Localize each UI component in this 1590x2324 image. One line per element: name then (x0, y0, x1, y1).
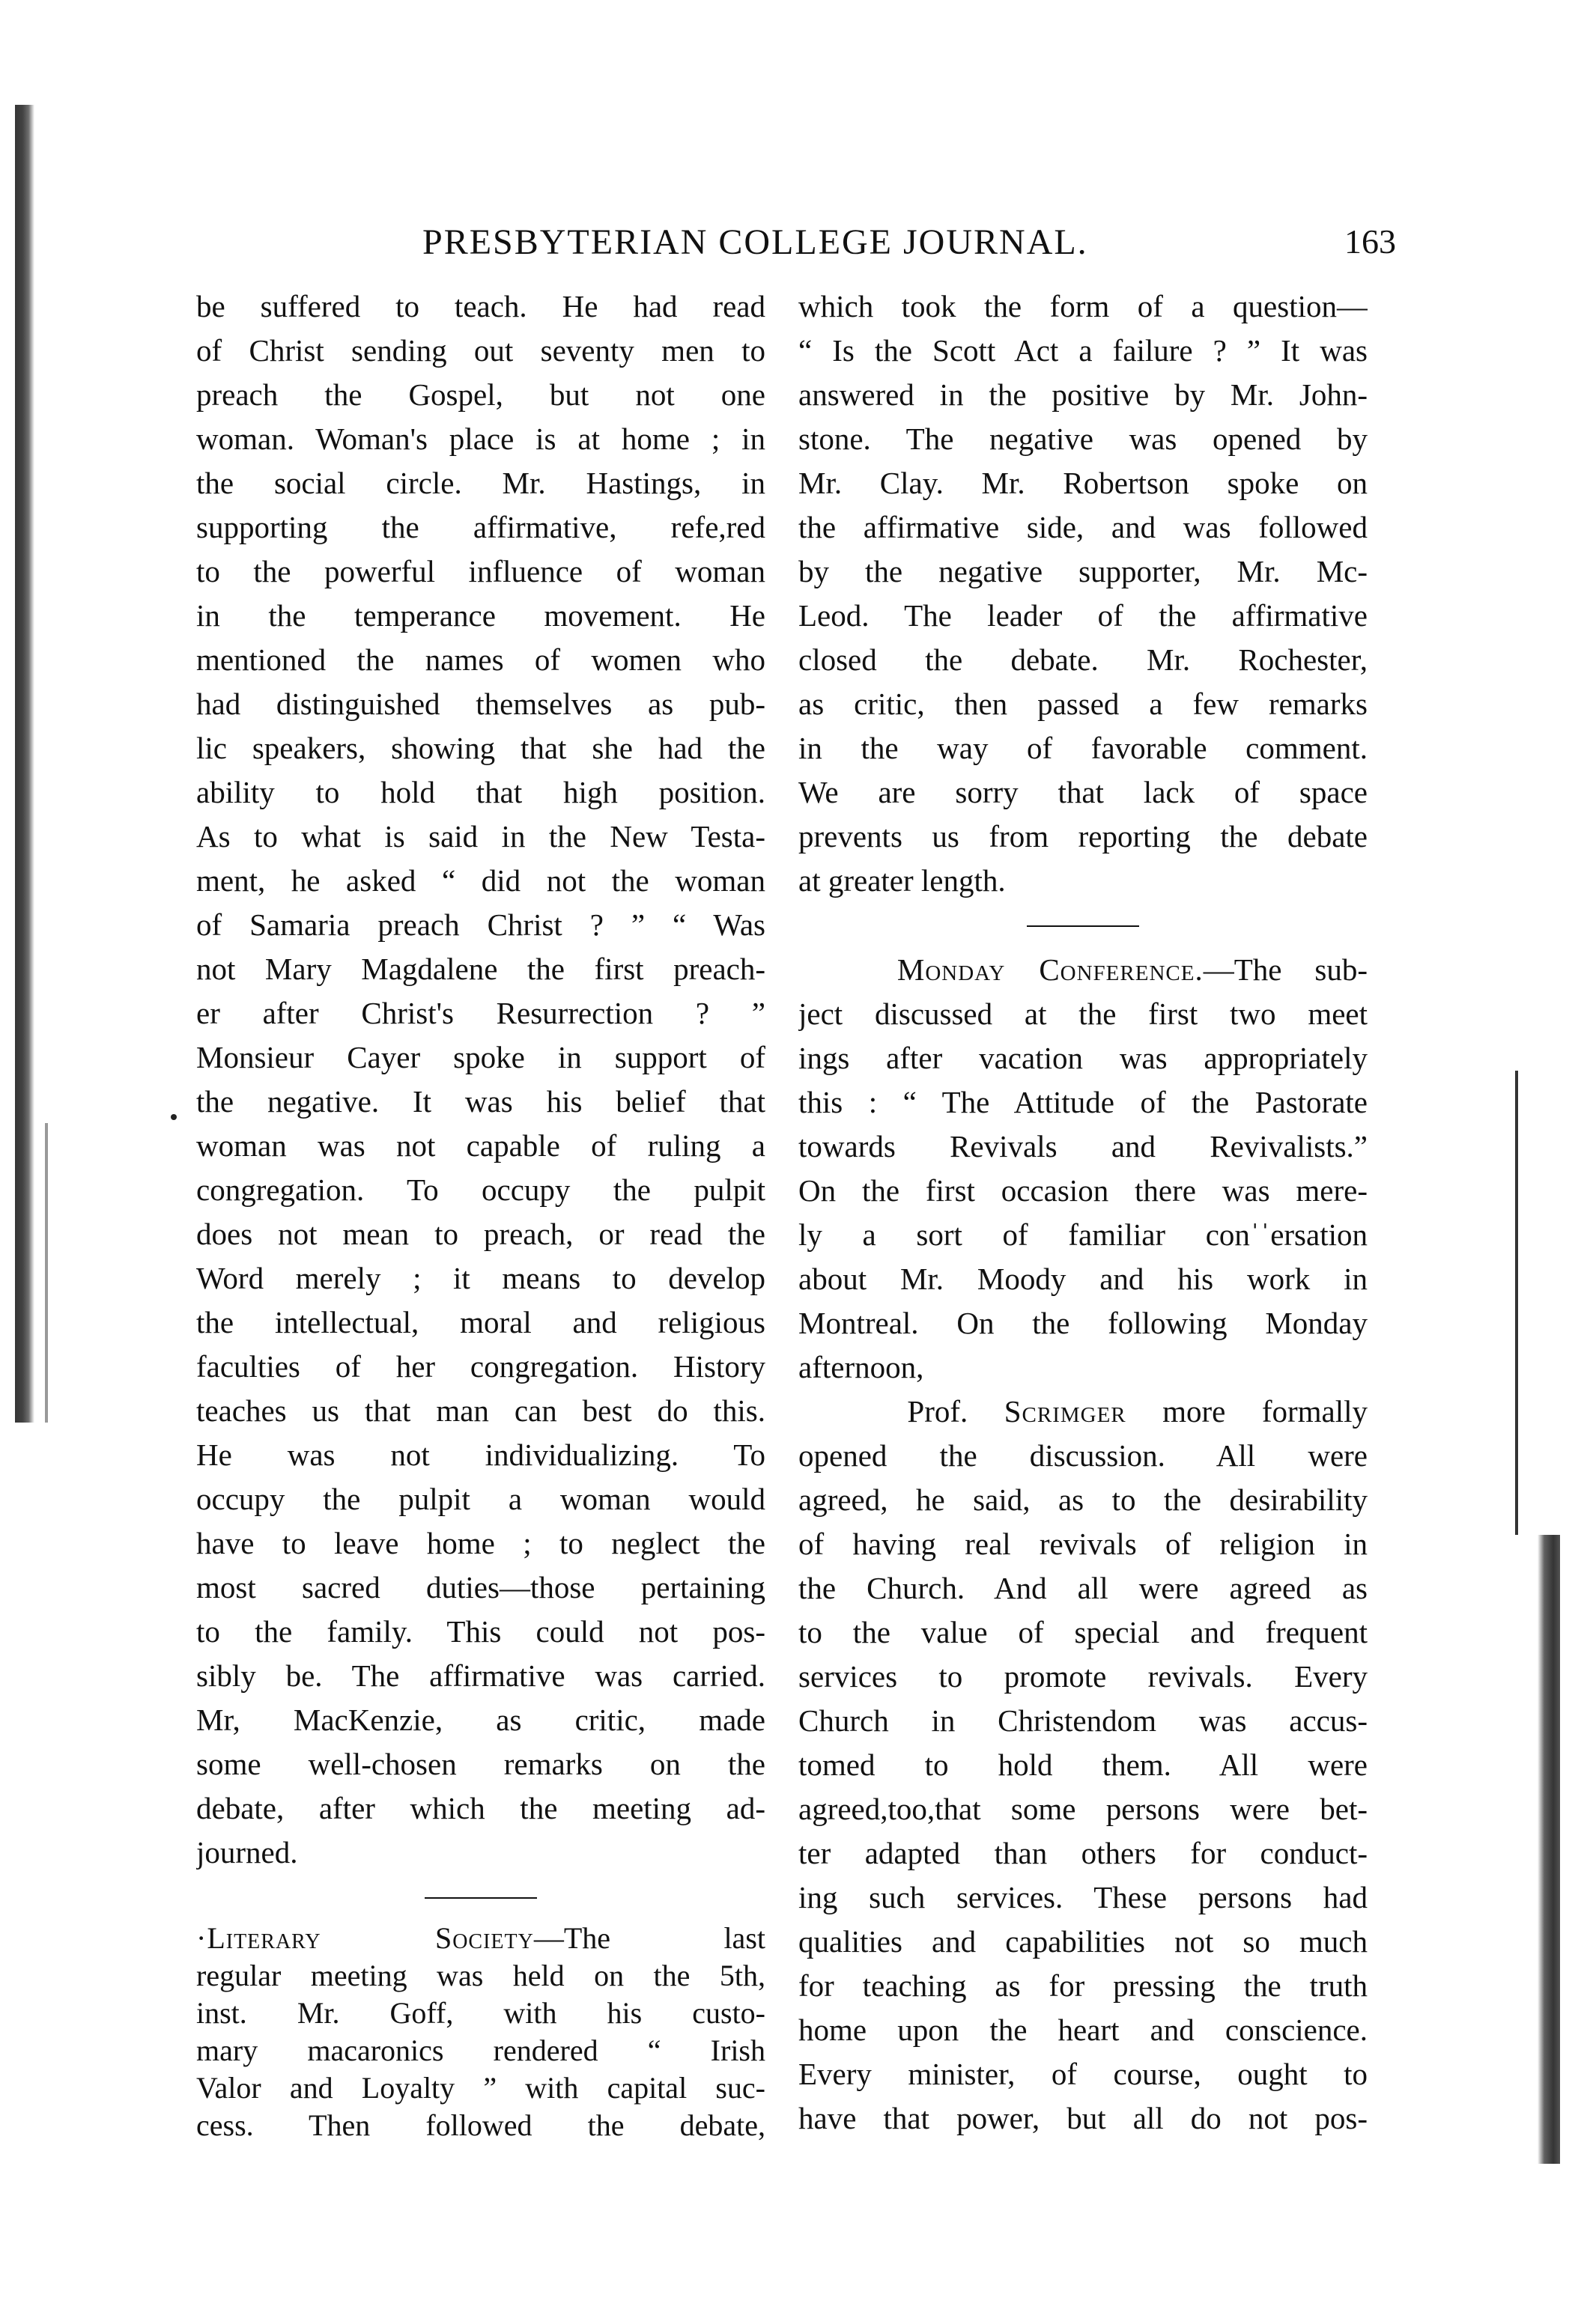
text-line: this : “ The Attitude of the Pastorate (798, 1085, 1368, 1119)
text-line: regular meeting was held on the 5th, (196, 1959, 765, 1992)
text-line: for teaching as for pressing the truth (798, 1968, 1368, 2003)
speaker-name: Scrimger (1004, 1394, 1126, 1429)
scan-edge-right (1538, 1535, 1560, 2164)
page-header (198, 222, 1396, 267)
text-line: congregation. To occupy the pulpit (196, 1172, 765, 1207)
right-column (798, 285, 1368, 2141)
text-line: “ Is the Scott Act a failure ? ” It was (798, 333, 1368, 368)
monday-conference-first-line (798, 948, 1368, 992)
text-line: Mr, MacKenzie, as critic, made (196, 1703, 765, 1737)
text-line: As to what is said in the New Testa- (196, 819, 765, 854)
text-line: ject discussed at the first two meet (798, 997, 1368, 1031)
text-line: some well-chosen remarks on the (196, 1747, 765, 1781)
text-line: Monsieur Cayer spoke in support of (196, 1040, 765, 1074)
text-line: which took the form of a question— (798, 289, 1368, 323)
text-line: as critic, then passed a few remarks (798, 687, 1368, 721)
text-line: answered in the positive by Mr. John- (798, 377, 1368, 412)
text-line: stone. The negative was opened by (798, 422, 1368, 456)
text-line: On the first occasion there was mere- (798, 1173, 1368, 1208)
text-line: home upon the heart and conscience. (798, 2013, 1368, 2047)
text-line: to the value of special and frequent (798, 1615, 1368, 1649)
text-line: Word merely ; it means to develop (196, 1261, 765, 1295)
text-line: ability to hold that high position. (196, 775, 765, 809)
scan-speck (171, 1114, 177, 1120)
text-line: afternoon, (798, 1350, 924, 1384)
text-line: most sacred duties—those pertaining (196, 1570, 765, 1604)
text-line: Every minister, of course, ought to (798, 2057, 1368, 2091)
text-line: qualities and capabilities not so much (798, 1924, 1368, 1959)
text-line: mary macaronics rendered “ Irish (196, 2034, 765, 2067)
text-line: to the powerful influence of woman (196, 554, 765, 588)
text-line: agreed,too,that some persons were bet- (798, 1792, 1368, 1826)
text-line: have that power, but all do not pos- (798, 2101, 1368, 2135)
text-fragment: Prof. (907, 1394, 1004, 1429)
text-line: ing such services. These persons had (798, 1880, 1368, 1914)
text-line: prevents us from reporting the debate (798, 819, 1368, 854)
text-line: does not mean to preach, or read the (196, 1217, 765, 1251)
text-line: of having real revivals of religion in (798, 1527, 1368, 1561)
text-line: the intellectual, moral and religious (196, 1305, 765, 1339)
section-heading-monday-conference: Monday Conference. (896, 952, 1204, 987)
text-line: occupy the pulpit a woman would (196, 1482, 765, 1516)
running-title: PRESBYTERIAN COLLEGE JOURNAL. (422, 222, 1088, 262)
text-line: faculties of her congregation. History (196, 1349, 765, 1384)
divider-rule (425, 1897, 537, 1899)
text-line: teaches us that man can best do this. (196, 1393, 765, 1428)
text-line: agreed, he said, as to the desirability (798, 1482, 1368, 1517)
text-line: woman was not capable of ruling a (196, 1128, 765, 1163)
text-line: We are sorry that lack of space (798, 775, 1368, 809)
text-line: the Church. And all were agreed as (798, 1571, 1368, 1605)
text-line: services to promote revivals. Every (798, 1659, 1368, 1694)
text-line: ings after vacation was appropriately (798, 1041, 1368, 1075)
text-line: closed the debate. Mr. Rochester, (798, 642, 1368, 677)
text-line: about Mr. Moody and his work in (798, 1262, 1368, 1296)
text-line: of Samaria preach Christ ? ” “ Was (196, 907, 765, 942)
text-line: in the temperance movement. He (196, 598, 765, 633)
text-line: had distinguished themselves as pub- (196, 687, 765, 721)
scan-edge-left (15, 105, 34, 1423)
text-line: the affirmative side, and was followed (798, 510, 1368, 544)
text-line: to the family. This could not pos- (196, 1614, 765, 1649)
text-line: Mr. Clay. Mr. Robertson spoke on (798, 466, 1368, 500)
text-line: not Mary Magdalene the first preach- (196, 952, 765, 986)
text-fragment: —The sub- (1203, 952, 1368, 987)
text-line: in the way of favorable comment. (798, 731, 1368, 765)
page-number: 163 (1344, 222, 1396, 261)
text-line: opened the discussion. All were (798, 1438, 1368, 1473)
text-line: ly a sort of familiar conˈˈersation (798, 1217, 1368, 1252)
text-line: the social circle. Mr. Hastings, in (196, 466, 765, 500)
divider-rule (1027, 925, 1139, 927)
text-line: sibly be. The affirmative was carried. (196, 1658, 765, 1693)
section-heading-literary-society: ·Literary Society (196, 1921, 534, 1955)
text-line: cess. Then followed the debate, (196, 2108, 765, 2142)
text-line: Montreal. On the following Monday (798, 1306, 1368, 1340)
text-line: journed. (196, 1835, 298, 1870)
text-line: woman. Woman's place is at home ; in (196, 422, 765, 456)
text-fragment: more formally (1126, 1394, 1368, 1429)
text-line: inst. Mr. Goff, with his custo- (196, 1996, 765, 2030)
text-line: er after Christ's Resurrection ? ” (196, 996, 765, 1030)
left-column (196, 285, 765, 2144)
text-fragment: —The last (533, 1921, 765, 1955)
text-line: the negative. It was his belief that (196, 1084, 765, 1119)
literary-society-first-line (196, 1920, 765, 1957)
text-line: mentioned the names of women who (196, 642, 765, 677)
text-line: be suffered to teach. He had read (196, 289, 765, 323)
text-line: tomed to hold them. All were (798, 1747, 1368, 1782)
text-line: by the negative supporter, Mr. Mc- (798, 554, 1368, 588)
section-divider (196, 1875, 765, 1920)
text-line: ter adapted than others for conduct- (798, 1836, 1368, 1870)
text-line: debate, after which the meeting ad- (196, 1791, 765, 1825)
scrimger-first-line (798, 1390, 1368, 1434)
text-line: Valor and Loyalty ” with capital suc- (196, 2071, 765, 2105)
text-line: of Christ sending out seventy men to (196, 333, 765, 368)
text-line: Church in Christendom was accus- (798, 1703, 1368, 1738)
scan-edge-left-tail (45, 1123, 48, 1423)
section-divider (798, 903, 1368, 948)
scan-edge-right-line (1515, 1071, 1518, 1535)
text-line: supporting the affirmative, refe,red (196, 510, 765, 544)
text-line: have to leave home ; to neglect the (196, 1526, 765, 1560)
text-line: preach the Gospel, but not one (196, 377, 765, 412)
text-line: towards Revivals and Revivalists.” (798, 1129, 1368, 1163)
text-line: ment, he asked “ did not the woman (196, 863, 765, 898)
text-line: at greater length. (798, 863, 1006, 898)
text-line: He was not individualizing. To (196, 1438, 765, 1472)
text-line: lic speakers, showing that she had the (196, 731, 765, 765)
text-line: Leod. The leader of the affirmative (798, 598, 1368, 633)
